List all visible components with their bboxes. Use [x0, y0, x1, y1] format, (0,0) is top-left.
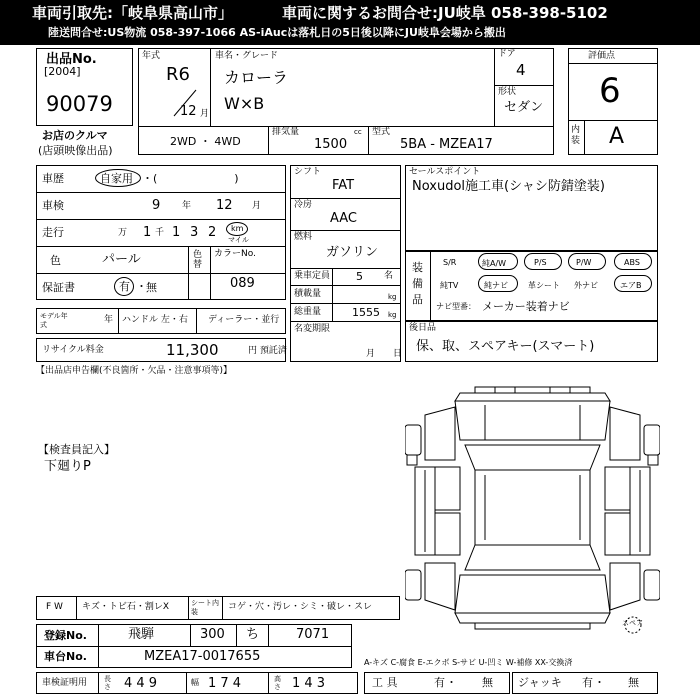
- displacement-label: 排気量: [272, 127, 300, 137]
- equip-leather: 革シート: [528, 281, 560, 290]
- recycle-unit: 円 預託済: [248, 346, 287, 356]
- nenshiki-label: 年式: [142, 51, 161, 61]
- model-label: 型式: [372, 127, 391, 137]
- spare-label: スペア: [622, 619, 643, 627]
- color-value: パール: [102, 252, 141, 267]
- car-month: 12: [180, 104, 197, 119]
- recycle-label: リサイクル料金: [42, 345, 104, 355]
- navi-label: ナビ型番：: [436, 302, 476, 311]
- later-items-text: 保、取、スペアキー(スマート): [416, 339, 595, 354]
- equip-sr: S/R: [443, 258, 457, 267]
- pickup-location: 車両引取先:「岐阜県高山市」: [32, 4, 233, 22]
- tools-label: 工 具: [372, 676, 398, 689]
- shaken-label: 車検: [42, 199, 64, 212]
- tools-no: 無: [482, 676, 493, 689]
- car-grade: W×B: [224, 94, 265, 113]
- shaken-month: 12: [216, 198, 233, 213]
- weight-label: 総重量: [294, 307, 322, 317]
- dealer-option: ディーラー・並行: [208, 315, 280, 325]
- door-label: ドア: [498, 49, 516, 59]
- equip-ps: P/S: [534, 258, 547, 267]
- transport-info: 陸送問合せ:US物流 058-397-1066 AS-iAucは落札日の5日後以降にJU岐阜会場から搬出: [48, 26, 506, 39]
- equip-pw: P/W: [576, 258, 592, 267]
- sales-point-box: [405, 165, 658, 251]
- mileage-label: 走行: [42, 226, 64, 239]
- contact-info: 車両に関するお問合せ:JU岐阜 058-398-5102: [282, 4, 608, 22]
- load-label: 積載量: [294, 289, 322, 299]
- door-count: 4: [516, 61, 526, 79]
- interior-score: A: [609, 124, 625, 149]
- lot-label: 出品No.: [46, 52, 97, 67]
- mileage-unit-km: km: [231, 224, 244, 233]
- car-name: カローラ: [224, 68, 289, 87]
- notes-label: 【出品店申告欄(不良箇所・欠品・注意事項等)】: [36, 366, 233, 376]
- jack-yes: 有: [582, 676, 593, 689]
- cert-label: 車検証明用: [42, 678, 88, 688]
- recycle-amount: 11,300: [166, 341, 219, 359]
- cert-width-label: 幅: [191, 678, 199, 687]
- inspector-label: 【検査員記入】: [38, 443, 115, 456]
- damage-legend: A-キズ C-腐食 E-エクボ S-サビ U-凹ミ W-補修 XX-交換済: [364, 658, 573, 667]
- sales-point-text: Noxudol施工車(シャシ防錆塗装): [412, 179, 605, 194]
- capacity-label: 乗車定員: [294, 271, 331, 281]
- registration-place: 飛騨: [128, 627, 155, 642]
- body-type: セダン: [504, 100, 544, 115]
- warranty-no: 無: [146, 281, 157, 294]
- mileage-d4: 2: [208, 225, 217, 240]
- cert-length: 4 4 9: [124, 676, 158, 691]
- registration-kana: ち: [246, 627, 260, 642]
- score-value: 6: [599, 71, 621, 111]
- history-rest: ・( ): [142, 172, 239, 185]
- namechange-label: 名変期限: [294, 324, 331, 334]
- color-label: 色: [50, 254, 61, 267]
- car-damage-diagram: [405, 385, 660, 635]
- fw-items: キズ・トビ石・割レX: [82, 602, 169, 612]
- equip-airbag: エアB: [620, 281, 642, 290]
- car-year: R6: [166, 64, 190, 85]
- registration-class: 300: [200, 627, 225, 642]
- navi-value: メーカー装着ナビ: [482, 300, 570, 313]
- car-name-label: 車名・グレード: [215, 51, 279, 61]
- namechange-unit: 月 日: [366, 349, 403, 359]
- equip-ext-navi: 外ナビ: [574, 281, 598, 290]
- model-year-label: モデル年式: [40, 312, 68, 329]
- weight-unit: kg: [388, 311, 397, 319]
- interior-label: 内装: [571, 125, 581, 146]
- color-change-label: 色替: [193, 250, 203, 270]
- history-value: 自家用: [100, 172, 133, 185]
- seat-items: コゲ・穴・汚レ・シミ・破レ・スレ: [228, 602, 373, 612]
- tools-yes: 有: [434, 676, 445, 689]
- model-code: 5BA - MZEA17: [400, 137, 493, 152]
- ac-label: 冷房: [294, 200, 313, 210]
- header-bar: [0, 0, 700, 45]
- handle-option: ハンドル 左・右: [122, 315, 188, 325]
- equip-tv: 純TV: [440, 281, 459, 290]
- model-year-unit: 年: [104, 315, 114, 325]
- warranty-label: 保証書: [42, 281, 75, 294]
- body-label: 形状: [498, 87, 517, 97]
- later-items-label: 後日品: [409, 323, 437, 333]
- weight-value: 1555: [352, 306, 380, 319]
- chassis-label: 車台No.: [44, 650, 87, 663]
- mileage-d3: 3: [190, 225, 199, 240]
- fuel-label: 燃料: [294, 232, 313, 242]
- shaken-year-unit: 年: [182, 201, 192, 211]
- drive-type: 2WD ・ 4WD: [170, 135, 241, 148]
- jack-label: ジャッキ: [518, 676, 562, 689]
- cert-height-label: 高さ: [274, 675, 281, 691]
- jack-no: 無: [628, 676, 639, 689]
- shift-value: FAT: [332, 178, 355, 193]
- shift-label: シフト: [294, 167, 322, 177]
- capacity-value: 5: [356, 270, 363, 283]
- cert-length-label: 長さ: [104, 675, 111, 691]
- warranty-yes: 有: [119, 280, 130, 293]
- displacement: 1500: [314, 137, 348, 152]
- fuel-value: ガソリン: [326, 245, 379, 260]
- history-label: 車歴: [42, 172, 64, 185]
- ac-value: AAC: [330, 211, 357, 226]
- mileage-d1: 1: [143, 225, 152, 240]
- mileage-d2: 1: [172, 225, 181, 240]
- registration-number: 7071: [296, 627, 330, 642]
- equip-aw: 純A/W: [482, 259, 507, 268]
- equip-navi: 純ナビ: [484, 281, 508, 290]
- cert-height: 1 4 3: [292, 676, 326, 691]
- displacement-unit: cc: [354, 128, 362, 136]
- registration-label: 登録No.: [44, 629, 87, 642]
- lot-year-tag: [2004]: [44, 65, 81, 78]
- mileage-unit-mile: マイル: [228, 236, 249, 244]
- load-unit: kg: [388, 293, 397, 301]
- shop-video-label: (店頭映像出品): [38, 144, 113, 157]
- fw-label: F W: [46, 602, 63, 612]
- shaken-year: 9: [152, 198, 161, 213]
- mileage-man: 万: [118, 228, 128, 238]
- car-month-unit: 月: [200, 109, 210, 119]
- seat-label: シート内装: [191, 599, 219, 616]
- lot-number: 90079: [46, 92, 113, 116]
- warranty-sep: ・: [136, 280, 147, 293]
- chassis-number: MZEA17-0017655: [144, 649, 261, 664]
- score-label: 評価点: [588, 51, 616, 61]
- cert-width: 1 7 4: [208, 676, 242, 691]
- shop-car-label: お店のクルマ: [42, 129, 108, 142]
- mileage-sen: 千: [155, 228, 165, 238]
- equipment-label: 装備品: [412, 261, 423, 306]
- capacity-unit: 名: [384, 271, 394, 281]
- equip-abs: ABS: [624, 258, 640, 267]
- sales-point-label: セールスポイント: [409, 167, 481, 177]
- color-no-label: カラーNo.: [214, 249, 256, 259]
- inspector-text: 下廻りP: [44, 459, 91, 474]
- color-no: 089: [230, 276, 255, 291]
- shaken-month-unit: 月: [252, 201, 262, 211]
